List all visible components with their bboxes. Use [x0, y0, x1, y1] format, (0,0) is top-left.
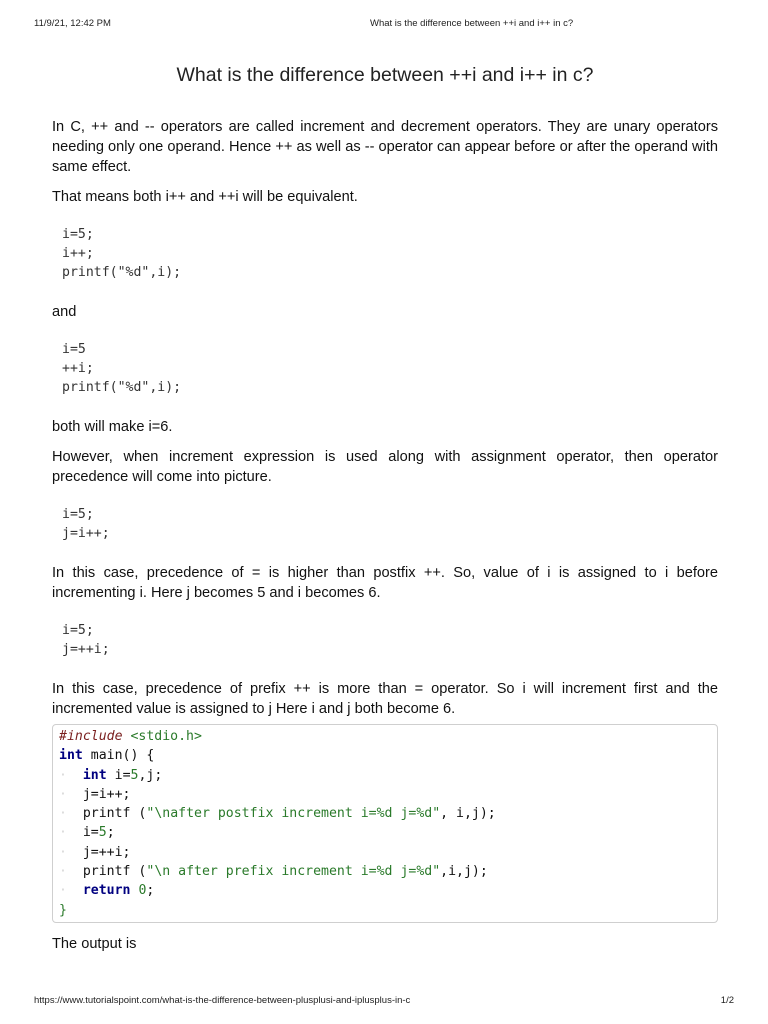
code-line: · int i=5,j; [59, 767, 163, 783]
print-header [34, 18, 734, 32]
code-line: · j=++i; [59, 844, 131, 860]
code-snippet-assign-postfix [52, 497, 718, 551]
print-page-number: 1/2 [720, 995, 734, 1006]
code-line: · return 0; [59, 883, 155, 899]
print-url: https://www.tutorialspoint.com/what-is-the-difference-between-plusplusi-and-iplusplus-in-c [34, 995, 411, 1006]
paragraph-output: The output is [52, 935, 137, 952]
code-snippet-postfix [52, 217, 718, 290]
code-snippet-prefix-text: i=5 ++i; printf("%d",i); [62, 342, 182, 395]
code-line: · i=5; [59, 825, 115, 841]
paragraph-prefix-case: In this case, precedence of prefix ++ is more than = operator. So i will increment first and the incremented value is assigned to j Here i and j both become 6. [52, 681, 718, 717]
code-line: · j=i++; [59, 786, 131, 802]
paragraph-precedence: However, when increment expression is used along with assignment operator, then operator precedence will come into picture. [52, 449, 718, 485]
code-snippet-assign-postfix-text: i=5; j=i++; [62, 507, 110, 541]
code-snippet-prefix [52, 332, 718, 405]
code-line: · printf ("\nafter postfix increment i=%d j=%d", i,j); [59, 806, 496, 822]
paragraph-result: both will make i=6. [52, 419, 173, 435]
code-snippet-assign-prefix-text: i=5; j=++i; [62, 623, 110, 657]
paragraph-equivalent: That means both i++ and ++i will be equivalent. [52, 189, 358, 205]
code-snippet-postfix-text: i=5; i++; printf("%d",i); [62, 227, 182, 280]
code-line: } [59, 902, 67, 918]
code-example [59, 727, 711, 920]
paragraph-intro: In C, ++ and -- operators are called increment and decrement operators. They are unary operators needing only one operand. Hence ++ as well as -- operator can appear before or after the operand with same effect. [52, 119, 718, 175]
article [52, 58, 718, 964]
print-footer [34, 995, 734, 1009]
code-example-block [52, 724, 718, 923]
paragraph-postfix-case: In this case, precedence of = is higher than postfix ++. So, value of i is assigned to i before incrementing i. Here j becomes 5 and i becomes 6. [52, 565, 718, 601]
code-line: #include <stdio.h> [59, 729, 202, 744]
article-title: What is the difference between ++i and i++ in c? [176, 64, 594, 86]
code-line: int main() { [59, 748, 155, 764]
paragraph-and: and [52, 304, 77, 320]
code-snippet-assign-prefix [52, 613, 718, 667]
code-line: · printf ("\n after prefix increment i=%d j=%d",i,j); [59, 864, 488, 880]
print-page-title: What is the difference between ++i and i++ in c? [370, 18, 574, 29]
print-datetime: 11/9/21, 12:42 PM [34, 18, 111, 29]
